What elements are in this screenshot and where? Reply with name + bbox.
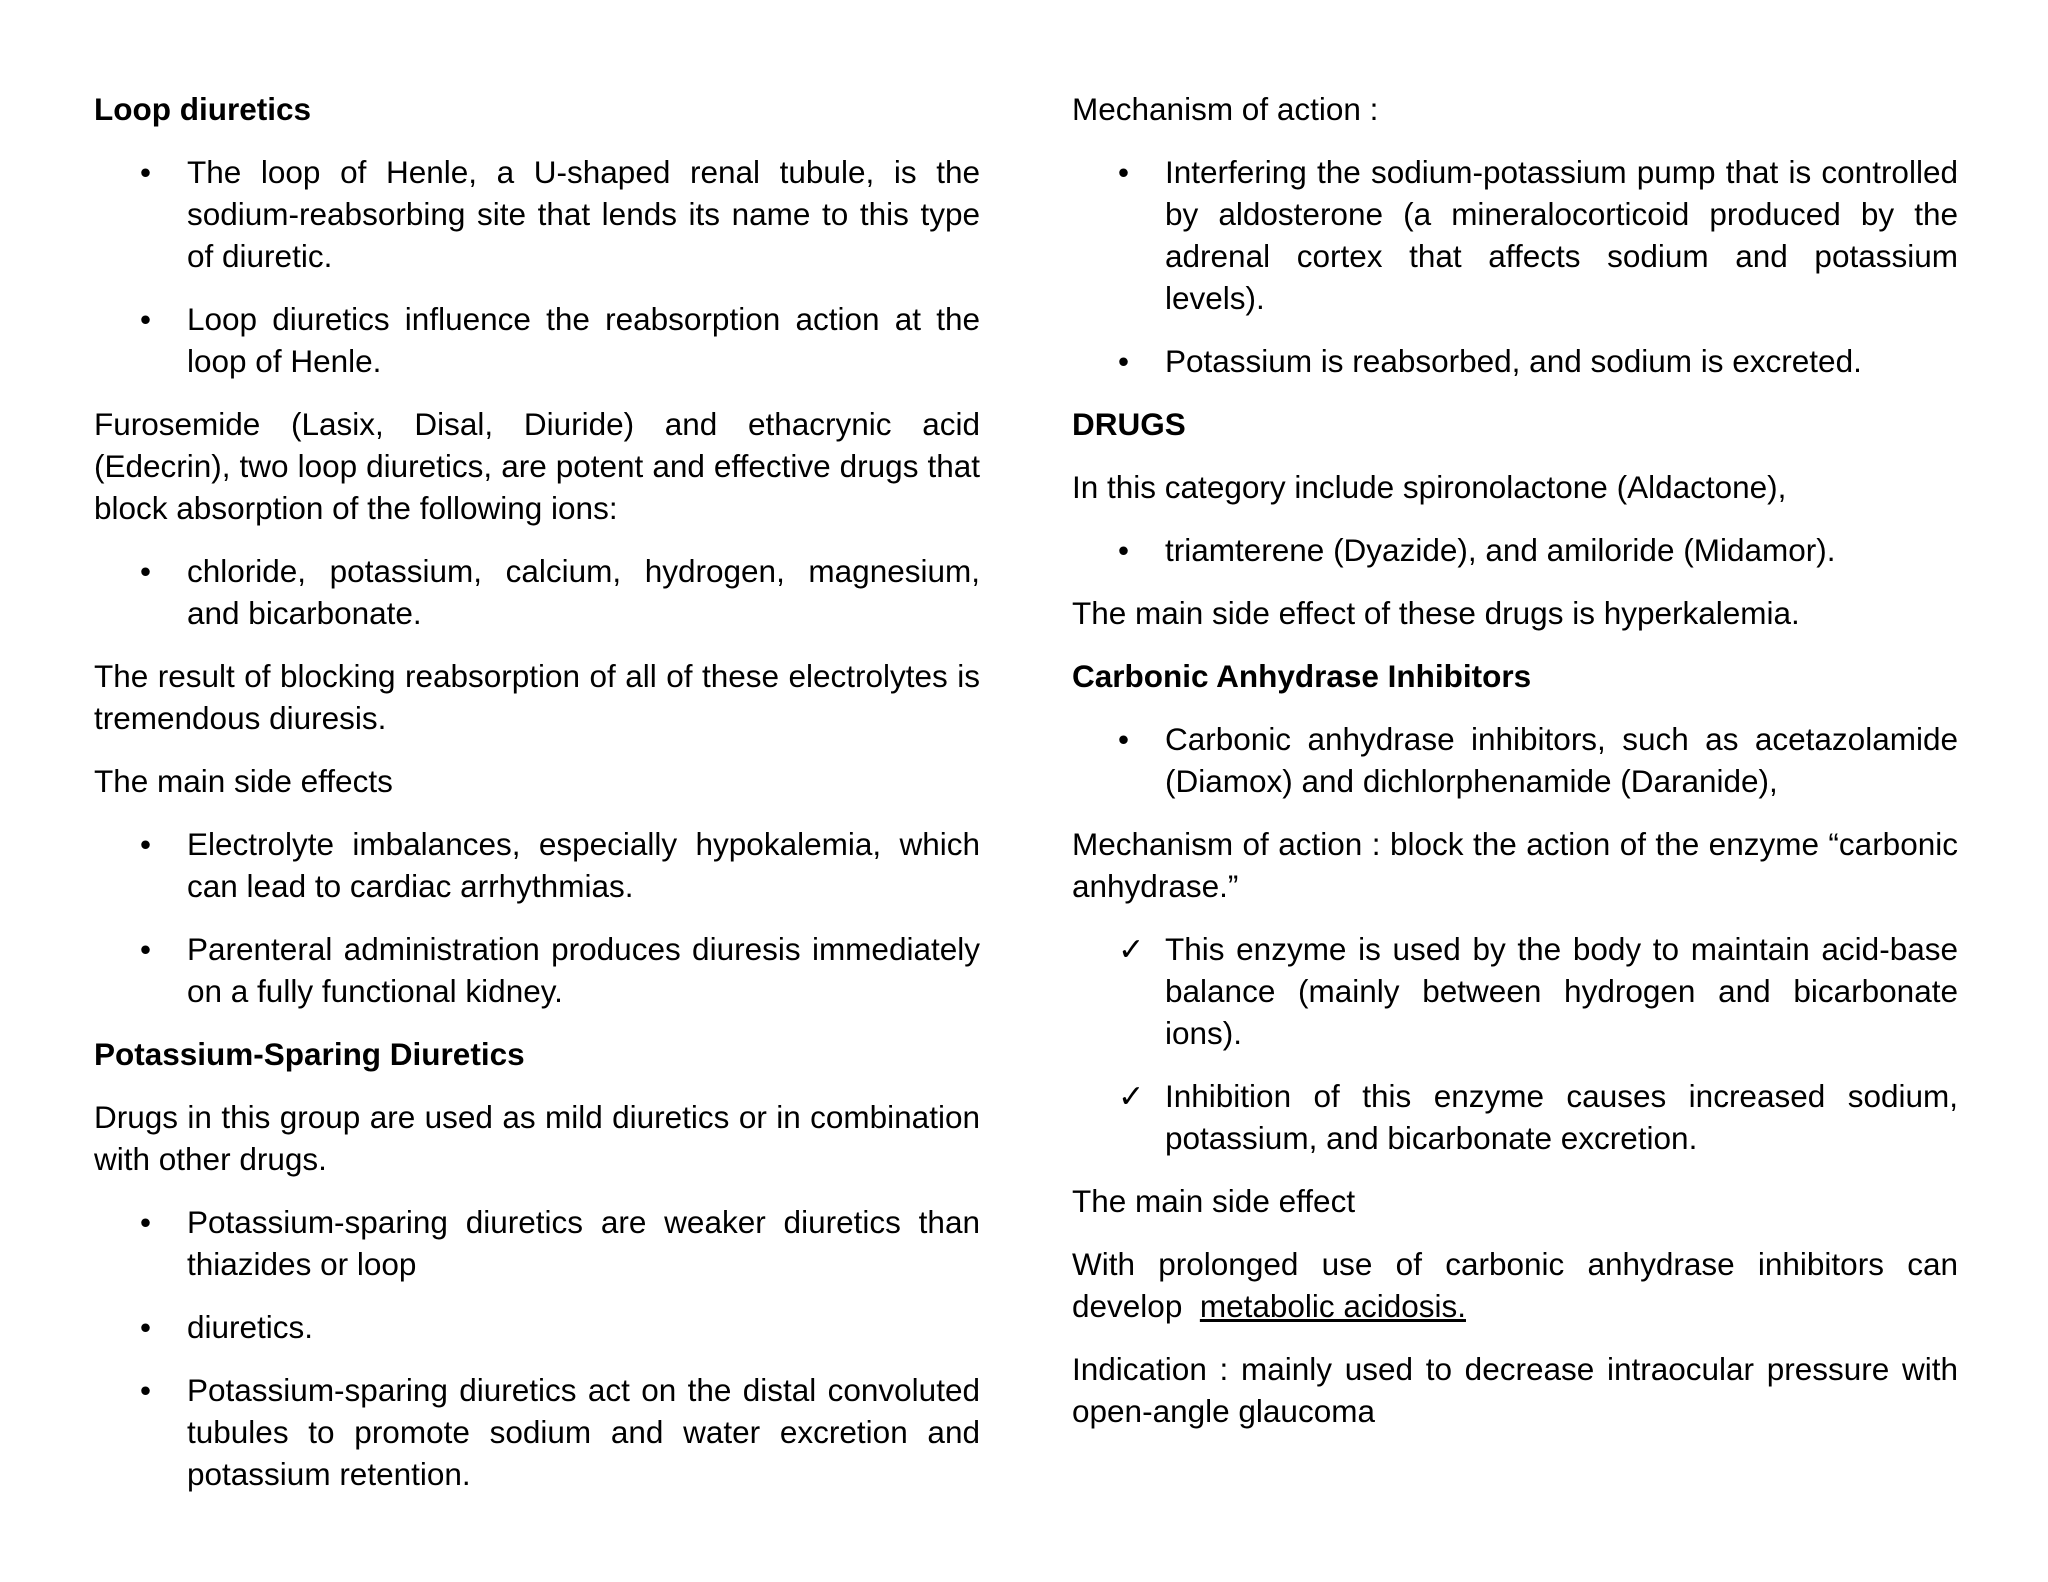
list-item-text: This enzyme is used by the body to maintain acid-base balance (mainly between hydrogen and bicarbonate ions).	[1165, 931, 1958, 1051]
list-item	[94, 550, 980, 634]
bullet-marker: •	[1118, 721, 1130, 757]
bullet-marker: •	[140, 826, 152, 862]
bullet-marker: •	[140, 1204, 152, 1240]
list-item	[94, 298, 980, 382]
heading-drugs: DRUGS	[1072, 406, 1186, 442]
list-item	[94, 1369, 980, 1495]
list-item-text: Loop diuretics influence the reabsorption action at the loop of Henle.	[187, 301, 980, 379]
list-item-text: chloride, potassium, calcium, hydrogen, magnesium, and bicarbonate.	[187, 553, 980, 631]
list-item	[1072, 529, 1958, 571]
category-bullet-list	[1072, 529, 1958, 571]
paragraph-indication: Indication : mainly used to decrease intraocular pressure with open-angle glaucoma	[1072, 1351, 1958, 1429]
list-item-text: Potassium-sparing diuretics are weaker diuretics than thiazides or loop	[187, 1204, 980, 1282]
side-effects-bullet-list	[94, 823, 980, 1012]
paragraph-category: In this category include spironolactone (Aldactone),	[1072, 469, 1787, 505]
paragraph-side-effects: The main side effects	[94, 763, 393, 799]
paragraph-furosemide: Furosemide (Lasix, Disal, Diuride) and ethacrynic acid (Edecrin), two loop diuretics, are potent and effective drugs that block absorption of the following ions:	[94, 406, 980, 526]
paragraph-hyperkalemia: The main side effect of these drugs is hyperkalemia.	[1072, 595, 1800, 631]
list-item-text: Electrolyte imbalances, especially hypokalemia, which can lead to cardiac arrhythmias.	[187, 826, 980, 904]
list-item	[94, 928, 980, 1012]
right-column	[1072, 88, 1958, 1453]
list-item-text: Interfering the sodium-potassium pump that is controlled by aldosterone (a mineralocorticoid produced by the adrenal cortex that affects sodium and potassium levels).	[1165, 154, 1958, 316]
check-mark-icon: ✓	[1118, 1078, 1145, 1114]
check-list	[1072, 928, 1958, 1159]
list-item	[1072, 340, 1958, 382]
bullet-marker: •	[1118, 532, 1130, 568]
list-item-text: Potassium is reabsorbed, and sodium is excreted.	[1165, 343, 1862, 379]
list-item	[94, 151, 980, 277]
paragraph-prolonged-use	[1072, 1243, 1958, 1327]
potassium-bullet-list	[94, 1201, 980, 1495]
list-item-text: The loop of Henle, a U-shaped renal tubule, is the sodium-reabsorbing site that lends its name to this type of diuretic.	[187, 154, 980, 274]
bullet-marker: •	[140, 1309, 152, 1345]
heading-potassium-sparing: Potassium-Sparing Diuretics	[94, 1036, 525, 1072]
metabolic-acidosis-text: metabolic acidosis.	[1199, 1288, 1466, 1324]
bullet-marker: •	[140, 553, 152, 589]
bullet-marker: •	[1118, 343, 1130, 379]
list-item-text: Parenteral administration produces diuresis immediately on a fully functional kidney.	[187, 931, 980, 1009]
list-item	[94, 1306, 980, 1348]
list-item	[1072, 718, 1958, 802]
carbonic-bullet-list	[1072, 718, 1958, 802]
bullet-marker: •	[140, 301, 152, 337]
bullet-marker: •	[140, 931, 152, 967]
paragraph-mechanism-enzyme: Mechanism of action : block the action of the enzyme “carbonic anhydrase.”	[1072, 826, 1958, 904]
list-item-text: Inhibition of this enzyme causes increased sodium, potassium, and bicarbonate excretion.	[1165, 1078, 1958, 1156]
list-item-text: Potassium-sparing diuretics act on the distal convoluted tubules to promote sodium and water excretion and potassium retention.	[187, 1372, 980, 1492]
list-item	[1072, 1075, 1958, 1159]
bullet-marker: •	[140, 1372, 152, 1408]
list-item-text: Carbonic anhydrase inhibitors, such as acetazolamide (Diamox) and dichlorphenamide (Daranide),	[1165, 721, 1958, 799]
left-column	[94, 88, 980, 1516]
ions-bullet-list	[94, 550, 980, 634]
paragraph-drugs-group: Drugs in this group are used as mild diuretics or in combination with other drugs.	[94, 1099, 980, 1177]
list-item	[1072, 151, 1958, 319]
bullet-marker: •	[140, 154, 152, 190]
list-item	[94, 1201, 980, 1285]
mechanism-bullet-list	[1072, 151, 1958, 382]
heading-carbonic-anhydrase: Carbonic Anhydrase Inhibitors	[1072, 658, 1532, 694]
list-item-text: triamterene (Dyazide), and amiloride (Midamor).	[1165, 532, 1836, 568]
check-mark-icon: ✓	[1118, 931, 1145, 967]
prolonged-use-text: With prolonged use of carbonic anhydrase inhibitors can develop	[1072, 1246, 1958, 1324]
list-item	[1072, 928, 1958, 1054]
paragraph-mechanism: Mechanism of action :	[1072, 91, 1379, 127]
paragraph-result: The result of blocking reabsorption of all of these electrolytes is tremendous diuresis.	[94, 658, 980, 736]
paragraph-main-side-effect: The main side effect	[1072, 1183, 1356, 1219]
bullet-marker: •	[1118, 154, 1130, 190]
list-item	[94, 823, 980, 907]
heading-loop-diuretics: Loop diuretics	[94, 91, 312, 127]
loop-bullet-list	[94, 151, 980, 382]
list-item-text: diuretics.	[187, 1309, 314, 1345]
